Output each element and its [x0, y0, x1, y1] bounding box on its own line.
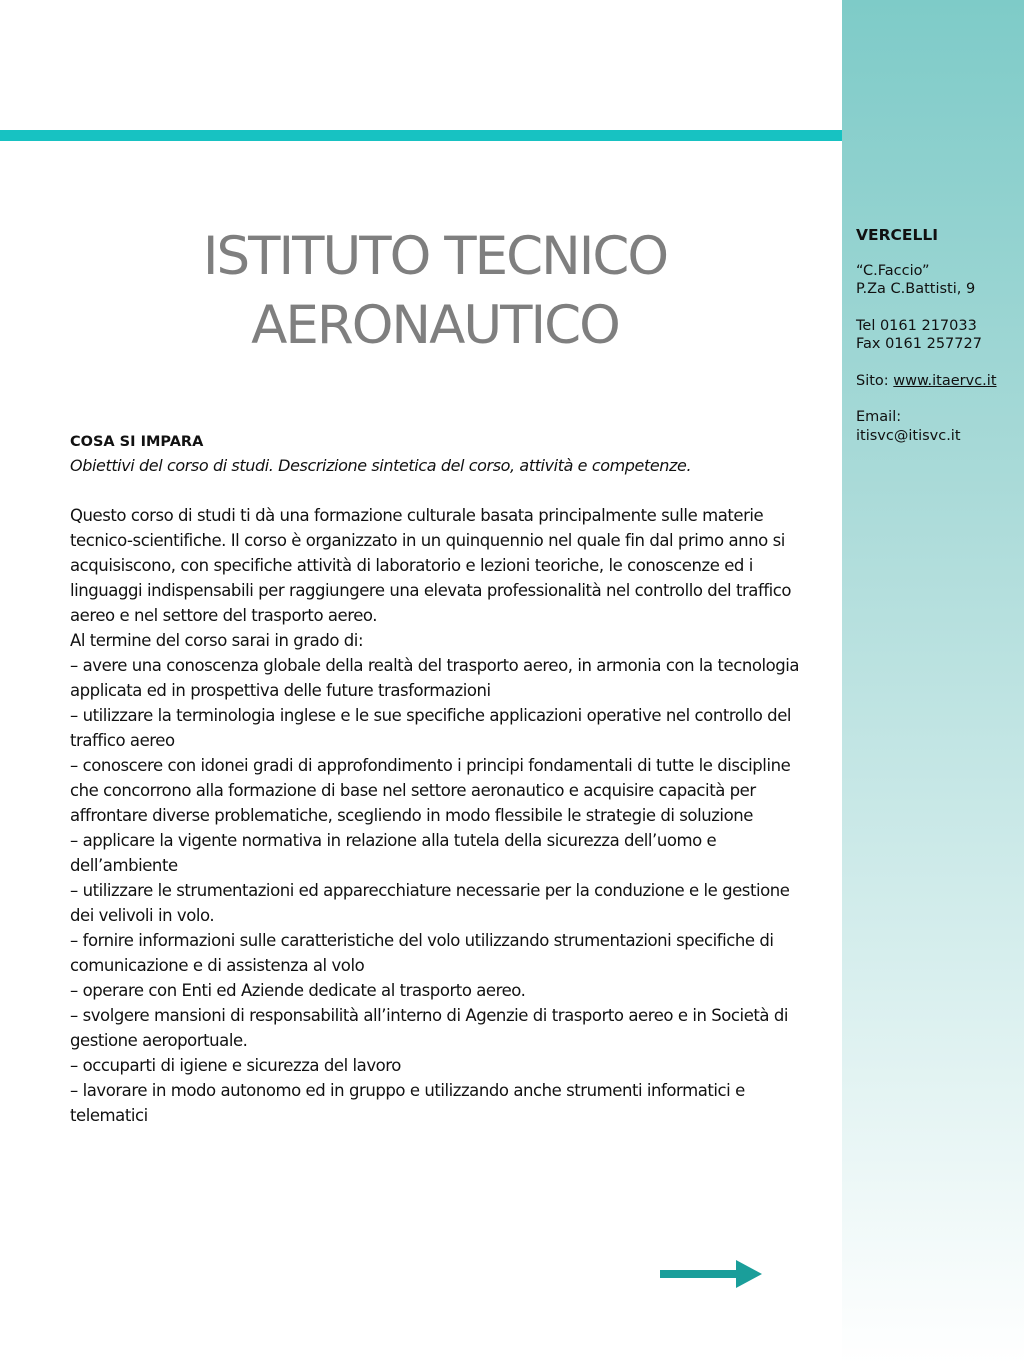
- page-title: [100, 222, 770, 360]
- email-label: Email:: [856, 409, 902, 425]
- email-block: [856, 408, 1021, 445]
- title-line-1: ISTITUTO TECNICO: [202, 226, 668, 287]
- phone-block: [856, 317, 1021, 354]
- phone-number: Tel 0161 217033: [856, 317, 977, 334]
- sidebar-panel: [842, 0, 1024, 1365]
- outcome-item: – fornire informazioni sulle caratteristiche del volo utilizzando strumentazioni specifiche di comunicazione e di assistenza al volo: [70, 931, 774, 975]
- contact-city: VERCELLI: [856, 226, 939, 244]
- outcome-item: – operare con Enti ed Aziende dedicate al trasporto aereo.: [70, 981, 526, 1000]
- website-block: [856, 372, 1021, 391]
- section-subtitle: Obiettivi del corso di studi. Descrizione sintetica del corso, attività e competenze.: [70, 456, 692, 475]
- school-name: “C.Faccio”: [856, 262, 930, 279]
- body-text: [70, 503, 815, 1128]
- outcome-item: – svolgere mansioni di responsabilità all’interno di Agenzie di trasporto aereo e in Società di gestione aeroportuale.: [70, 1006, 789, 1050]
- outcome-item: – avere una conoscenza globale della realtà del trasporto aereo, in armonia con la tecnologia applicata ed in prospettiva delle future trasformazioni: [70, 656, 800, 700]
- outcome-item: – occuparti di igiene e sicurezza del lavoro: [70, 1056, 401, 1075]
- title-line-2: AERONAUTICO: [251, 295, 619, 356]
- arrow-right-icon[interactable]: [660, 1259, 764, 1293]
- section-heading: COSA SI IMPARA: [70, 434, 204, 450]
- intro-paragraph: Questo corso di studi ti dà una formazione culturale basata principalmente sulle materie tecnico-scientifiche. Il corso è organizzato in un quinquennio nel quale fin dal primo anno si acquisiscono, con specifiche attività di laboratorio e lezioni teoriche, le conoscenze ed i linguaggi indispensabili per raggiungere una elevata professionalità nel controllo del traffico aereo e nel settore del trasporto aereo.: [70, 506, 792, 625]
- address-block: [856, 262, 1021, 299]
- outcome-item: – utilizzare la terminologia inglese e le sue specifiche applicazioni operative nel controllo del traffico aereo: [70, 706, 792, 750]
- website-label: Sito:: [856, 372, 889, 389]
- outcome-item: – applicare la vigente normativa in relazione alla tutela della sicurezza dell’uomo e dell’ambiente: [70, 831, 717, 875]
- outcome-item: – utilizzare le strumentazioni ed apparecchiature necessarie per la conduzione e le gestione dei velivoli in volo.: [70, 881, 790, 925]
- main-content: [70, 431, 815, 1128]
- outcome-item: – conoscere con idonei gradi di approfondimento i principi fondamentali di tutte le discipline che concorrono alla formazione di base nel settore aeronautico e acquisire capacità per affrontare diverse problematiche, scegliendo in modo flessibile le strategie di soluzione: [70, 756, 791, 825]
- contact-info: [856, 226, 1021, 463]
- school-address: P.Za C.Battisti, 9: [856, 281, 976, 297]
- website-link[interactable]: www.itaervc.it: [893, 372, 997, 389]
- top-accent-bar: [0, 130, 842, 141]
- fax-number: Fax 0161 257727: [856, 336, 982, 352]
- email-address[interactable]: itisvc@itisvc.it: [856, 427, 961, 444]
- outcome-item: – lavorare in modo autonomo ed in gruppo e utilizzando anche strumenti informatici e telematici: [70, 1081, 745, 1125]
- outcomes-intro: Al termine del corso sarai in grado di:: [70, 631, 364, 650]
